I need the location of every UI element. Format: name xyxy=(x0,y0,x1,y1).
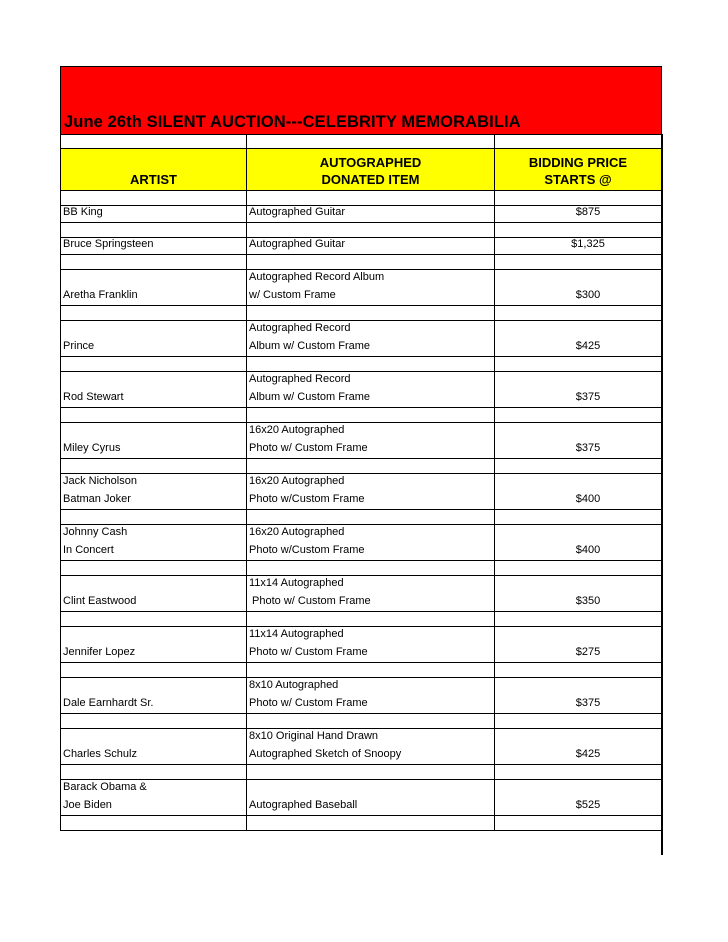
price-cell: $375 xyxy=(575,441,601,454)
price-cell: $425 xyxy=(575,339,601,352)
spacer-row xyxy=(60,357,662,372)
artist-cell: Rod Stewart xyxy=(61,372,247,407)
table-row xyxy=(60,780,662,816)
artist-cell: Charles Schulz xyxy=(61,729,247,764)
spacer-row xyxy=(60,714,662,729)
price-cell: $525 xyxy=(575,798,601,811)
artist-cell: Jennifer Lopez xyxy=(61,627,247,662)
page-title: June 26th SILENT AUCTION---CELEBRITY MEMORABILIA xyxy=(64,113,521,131)
table-row xyxy=(60,729,662,765)
price-cell: $275 xyxy=(575,645,601,658)
artist-cell: Jack Nicholson Batman Joker xyxy=(61,474,247,509)
title-bar xyxy=(60,66,662,134)
artist-cell: Aretha Franklin xyxy=(61,270,247,305)
price-cell: $875 xyxy=(575,205,601,218)
item-cell: Autographed Guitar xyxy=(247,238,495,254)
artist-cell: BB King xyxy=(61,206,247,222)
item-cell: 11x14 Autographed Photo w/ Custom Frame xyxy=(247,627,495,662)
price-cell: $350 xyxy=(575,594,601,607)
artist-cell: Bruce Springsteen xyxy=(61,238,247,254)
item-cell: Autographed Record Album w/ Custom Frame xyxy=(247,321,495,356)
table-body xyxy=(60,191,662,831)
item-cell: 16x20 Autographed Photo w/Custom Frame xyxy=(247,525,495,560)
table-row xyxy=(60,321,662,357)
table-row xyxy=(60,678,662,714)
spacer-row xyxy=(60,612,662,627)
table-row xyxy=(60,525,662,561)
spacer-row xyxy=(60,306,662,321)
header-row xyxy=(60,149,662,191)
spacer-row xyxy=(60,459,662,474)
table-row xyxy=(60,372,662,408)
table-row xyxy=(60,474,662,510)
table-row xyxy=(60,627,662,663)
item-cell: Autographed Record Album w/ Custom Frame xyxy=(247,270,495,305)
table-row xyxy=(60,423,662,459)
spacer-row xyxy=(60,663,662,678)
artist-cell: Clint Eastwood xyxy=(61,576,247,611)
artist-cell: Prince xyxy=(61,321,247,356)
artist-cell: Miley Cyrus xyxy=(61,423,247,458)
item-cell: Autographed Record Album w/ Custom Frame xyxy=(247,372,495,407)
header-price: BIDDING PRICE STARTS @ xyxy=(528,155,628,187)
auction-sheet xyxy=(60,66,662,831)
item-cell: Autographed Baseball xyxy=(247,780,495,815)
table-row xyxy=(60,238,662,255)
spacer-row xyxy=(60,816,662,831)
table-row xyxy=(60,206,662,223)
header-artist: ARTIST xyxy=(61,149,247,190)
item-cell: 16x20 Autographed Photo w/Custom Frame xyxy=(247,474,495,509)
price-cell: $375 xyxy=(575,696,601,709)
price-cell: $375 xyxy=(575,390,601,403)
item-cell: 16x20 Autographed Photo w/ Custom Frame xyxy=(247,423,495,458)
table-row xyxy=(60,576,662,612)
price-cell: $425 xyxy=(575,747,601,760)
spacer-row xyxy=(60,408,662,423)
spacer-row xyxy=(60,134,662,149)
spacer-row xyxy=(60,510,662,525)
item-cell: 8x10 Autographed Photo w/ Custom Frame xyxy=(247,678,495,713)
price-cell: $400 xyxy=(575,492,601,505)
price-cell: $300 xyxy=(575,288,601,301)
artist-cell: Barack Obama & Joe Biden xyxy=(61,780,247,815)
artist-cell: Dale Earnhardt Sr. xyxy=(61,678,247,713)
table-row xyxy=(60,270,662,306)
spacer-row xyxy=(60,255,662,270)
item-cell: Autographed Guitar xyxy=(247,206,495,222)
spacer-row xyxy=(60,765,662,780)
right-border xyxy=(661,134,663,855)
item-cell: 8x10 Original Hand Drawn Autographed Sketch of Snoopy xyxy=(247,729,495,764)
item-cell: 11x14 Autographed Photo w/ Custom Frame xyxy=(247,576,495,611)
price-cell: $1,325 xyxy=(571,237,605,250)
artist-cell: Johnny Cash In Concert xyxy=(61,525,247,560)
header-item: AUTOGRAPHED DONATED ITEM xyxy=(247,149,495,190)
spacer-row xyxy=(60,561,662,576)
price-cell: $400 xyxy=(575,543,601,556)
